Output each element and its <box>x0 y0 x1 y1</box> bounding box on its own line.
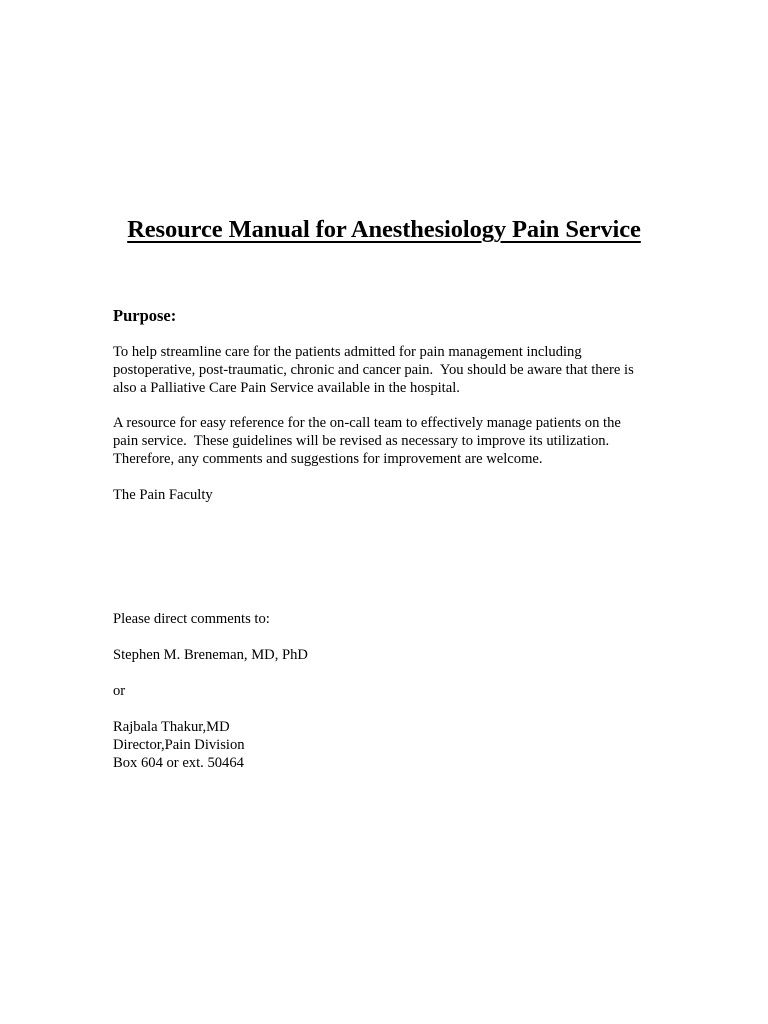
purpose-paragraph-2 <box>113 414 673 468</box>
contact-address: Box 604 or ext. 50464 <box>113 755 244 771</box>
contact-name-breneman: Stephen M. Breneman, MD, PhD <box>113 647 308 663</box>
or-separator: or <box>113 683 126 699</box>
text-line: Therefore, any comments and suggestions for improvement are welcome. <box>113 451 543 467</box>
purpose-heading: Purpose: <box>113 306 177 325</box>
text-line: To help streamline care for the patients admitted for pain management including <box>113 344 582 360</box>
contact-block-thakur <box>113 718 673 772</box>
document-title: Resource Manual for Anesthesiology Pain Service <box>127 216 641 243</box>
text-line: postoperative, post-traumatic, chronic and cancer pain. You should be aware that there is <box>113 362 634 378</box>
contact-title: Director,Pain Division <box>113 737 245 753</box>
contact-name: Rajbala Thakur,MD <box>113 719 230 735</box>
purpose-paragraph-1 <box>113 343 673 397</box>
direct-comments-line: Please direct comments to: <box>113 611 270 627</box>
text-line: also a Palliative Care Pain Service available in the hospital. <box>113 380 460 396</box>
text-line: pain service. These guidelines will be revised as necessary to improve its utilization. <box>113 433 610 449</box>
signoff: The Pain Faculty <box>113 487 213 503</box>
text-line: A resource for easy reference for the on-call team to effectively manage patients on the <box>113 415 621 431</box>
